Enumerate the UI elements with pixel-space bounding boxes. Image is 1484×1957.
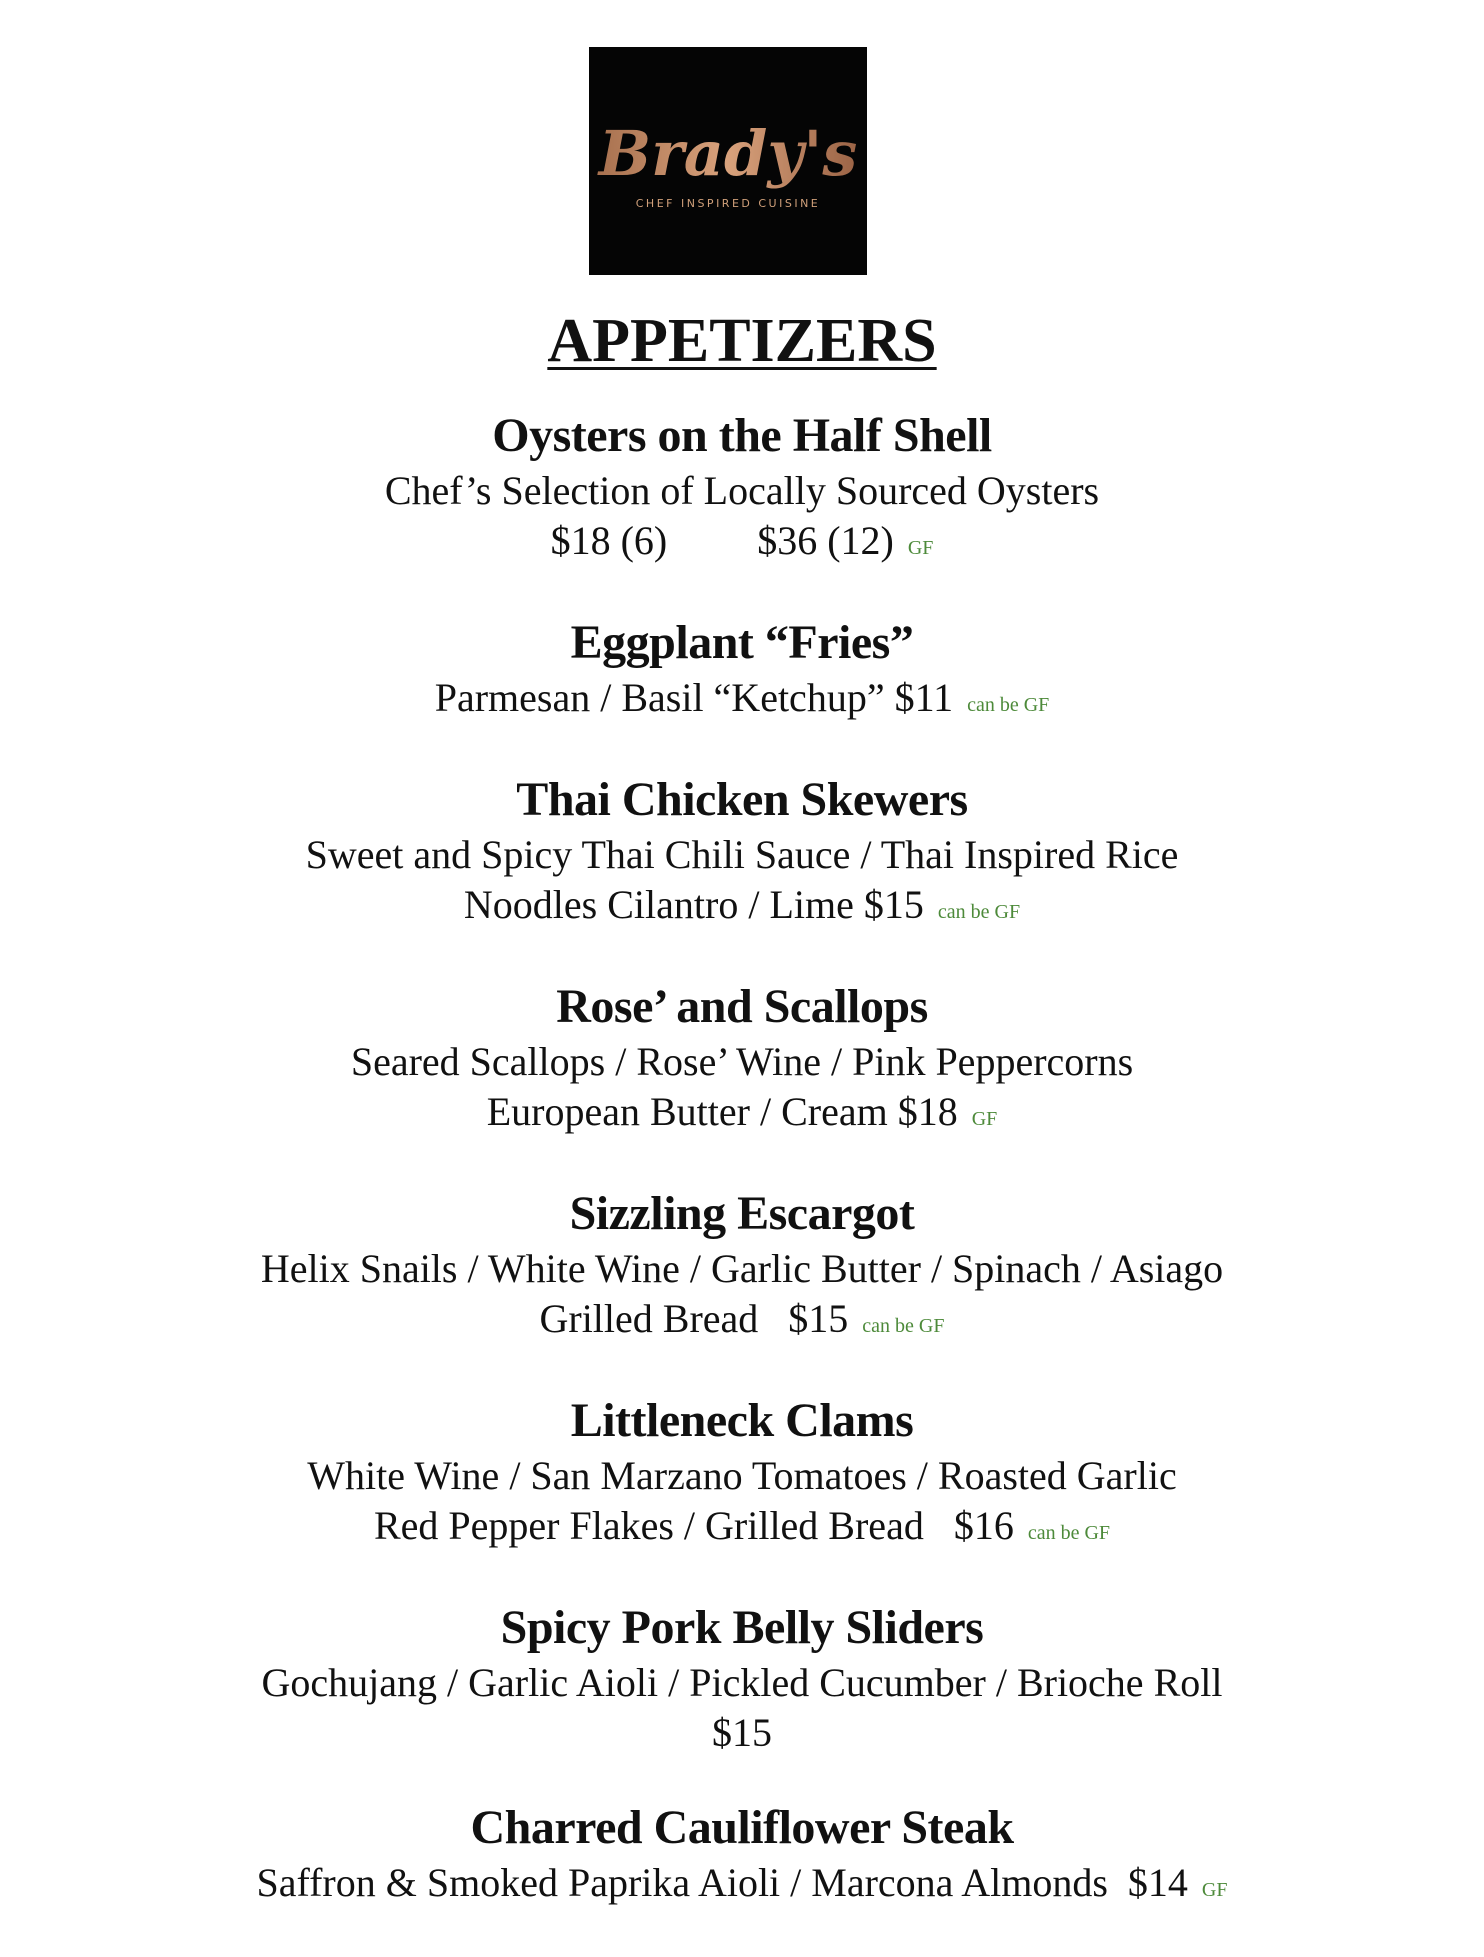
gf-badge: GF xyxy=(1201,1879,1228,1901)
menu-item-description: Gochujang / Garlic Aioli / Pickled Cucumber / Brioche Roll xyxy=(261,1660,1223,1705)
menu-item-description-line2: Noodles Cilantro / Lime $15 can be GF xyxy=(463,882,1021,927)
menu-section-title: APPETIZERS xyxy=(547,307,937,375)
brand-logo xyxy=(589,47,867,275)
menu-item-description: Chef’s Selection of Locally Sourced Oysters xyxy=(384,468,1100,513)
gf-badge: can be GF xyxy=(967,694,1050,716)
menu-item-littleneck-clams xyxy=(0,1393,1484,1558)
menu-item-description-line2: European Butter / Cream $18 GF xyxy=(486,1089,998,1134)
menu-item-name: Oysters on the Half Shell xyxy=(492,409,992,462)
menu-item-name: Thai Chicken Skewers xyxy=(516,773,968,826)
menu-item-pork-belly-sliders xyxy=(0,1600,1484,1758)
gf-badge: GF xyxy=(907,537,934,559)
menu-item-description: White Wine / San Marzano Tomatoes / Roasted Garlic xyxy=(307,1453,1177,1498)
menu-item-oysters xyxy=(0,408,1484,573)
menu-item-price: $15 xyxy=(712,1710,772,1755)
gf-badge: can be GF xyxy=(1027,1522,1111,1544)
gf-badge: can be GF xyxy=(937,901,1021,923)
menu-item-eggplant-fries xyxy=(0,615,1484,730)
menu-item-description: Saffron & Smoked Paprika Aioli / Marcona Almonds $14 GF xyxy=(256,1860,1228,1905)
appetizer-list xyxy=(0,408,1484,1957)
menu-item-description: Sweet and Spicy Thai Chili Sauce / Thai Inspired Rice xyxy=(305,832,1179,877)
menu-item-rose-scallops xyxy=(0,979,1484,1144)
price-dozen: $36 (12) xyxy=(757,518,894,563)
menu-item-name: Sizzling Escargot xyxy=(569,1187,915,1240)
menu-item-price: $15 xyxy=(788,1296,849,1341)
price-half-dozen: $18 (6) xyxy=(550,518,668,563)
menu-item-name: Eggplant “Fries” xyxy=(570,616,914,669)
menu-item-description-line2: Red Pepper Flakes / Grilled Bread $16 can be GF xyxy=(373,1503,1111,1548)
menu-item-name: Rose’ and Scallops xyxy=(556,980,928,1033)
menu-item-description: Helix Snails / White Wine / Garlic Butter / Spinach / Asiago xyxy=(260,1246,1224,1291)
menu-item-price: $16 xyxy=(953,1503,1014,1548)
menu-item-description: Parmesan / Basil “Ketchup” $11 can be GF xyxy=(434,675,1050,720)
brand-logo-mark xyxy=(589,47,867,275)
logo-wordmark: Brady's xyxy=(598,117,858,190)
menu-item-name: Littleneck Clams xyxy=(570,1394,914,1447)
menu-item-cauliflower-steak xyxy=(0,1800,1484,1915)
menu-item-description: Seared Scallops / Rose’ Wine / Pink Peppercorns xyxy=(350,1039,1134,1084)
menu-item-sizzling-escargot xyxy=(0,1186,1484,1351)
logo-tagline: CHEF INSPIRED CUISINE xyxy=(635,197,821,210)
gf-badge: can be GF xyxy=(862,1315,945,1337)
menu-item-name: Spicy Pork Belly Sliders xyxy=(500,1601,984,1654)
menu-item-name: Charred Cauliflower Steak xyxy=(470,1801,1014,1854)
menu-item-prices xyxy=(0,516,1484,573)
menu-item-thai-chicken-skewers xyxy=(0,772,1484,937)
gf-badge: GF xyxy=(971,1108,998,1130)
menu-item-description-line2: Grilled Bread $15 can be GF xyxy=(539,1296,945,1341)
